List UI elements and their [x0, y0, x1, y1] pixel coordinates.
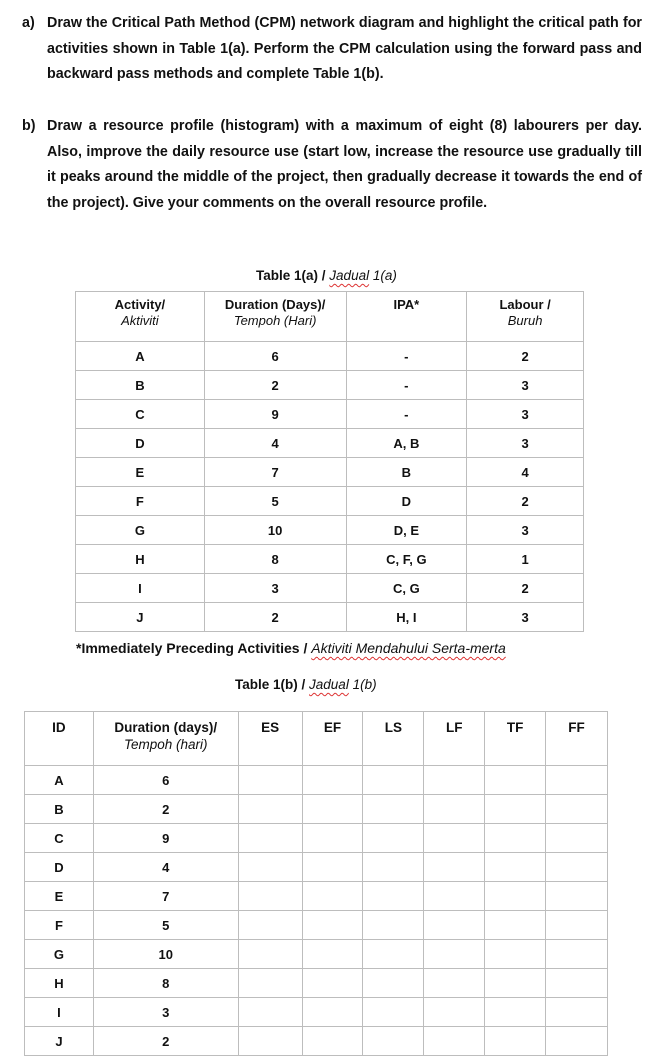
table-row: [25, 853, 608, 882]
question-a-text: Draw the Critical Path Method (CPM) network diagram and highlight the critical path for activities shown in Table 1(a). Perform the CPM calculation using the forward pass and backward pass methods and complete Table 1(b).: [47, 15, 642, 82]
cell-labour: 2: [467, 487, 584, 516]
cell-ls[interactable]: [363, 824, 424, 853]
cell-labour: 3: [467, 400, 584, 429]
cell-ff[interactable]: [546, 998, 608, 1027]
cell-activity: B: [76, 371, 205, 400]
cell-id: C: [25, 824, 94, 853]
cell-duration: 2: [93, 795, 238, 824]
table-1b: [24, 711, 608, 1056]
cell-ls[interactable]: [363, 853, 424, 882]
header-ff: FF: [546, 712, 608, 766]
cell-ef[interactable]: [302, 766, 363, 795]
question-b-text: Draw a resource profile (histogram) with a maximum of eight (8) labourers per day. Also, improve the daily resource use (start low, increase the resource use gradually till it peaks around the middle of the project, then gradually decrease it towards the end of the project). Give your comments on the overall resource profile.: [47, 118, 642, 211]
cell-activity: E: [76, 458, 205, 487]
cell-labour: 1: [467, 545, 584, 574]
cell-es[interactable]: [238, 1027, 302, 1056]
cell-lf[interactable]: [424, 824, 485, 853]
cell-duration: 7: [93, 882, 238, 911]
cell-es[interactable]: [238, 882, 302, 911]
cell-tf[interactable]: [485, 882, 546, 911]
cell-id: A: [25, 766, 94, 795]
cell-ef[interactable]: [302, 911, 363, 940]
cell-lf[interactable]: [424, 1027, 485, 1056]
cell-es[interactable]: [238, 824, 302, 853]
cell-duration: 10: [93, 940, 238, 969]
cell-es[interactable]: [238, 911, 302, 940]
cell-ls[interactable]: [363, 940, 424, 969]
cell-lf[interactable]: [424, 766, 485, 795]
cell-ipa: -: [346, 342, 467, 371]
cell-duration: 3: [93, 998, 238, 1027]
cell-ef[interactable]: [302, 795, 363, 824]
cell-duration: 2: [204, 603, 346, 632]
cell-id: E: [25, 882, 94, 911]
cell-activity: A: [76, 342, 205, 371]
cell-duration: 5: [204, 487, 346, 516]
cell-labour: 2: [467, 574, 584, 603]
header-duration: Duration (Days)/ Tempoh (Hari): [204, 292, 346, 342]
header-ipa: IPA*: [346, 292, 467, 342]
cell-activity: D: [76, 429, 205, 458]
table-row: [76, 516, 584, 545]
header-activity: Activity/ Aktiviti: [76, 292, 205, 342]
table-row: [25, 940, 608, 969]
cell-id: G: [25, 940, 94, 969]
cell-labour: 4: [467, 458, 584, 487]
header-tf: TF: [485, 712, 546, 766]
cell-id: H: [25, 969, 94, 998]
cell-duration: 8: [93, 969, 238, 998]
cell-duration: 8: [204, 545, 346, 574]
cell-duration: 2: [93, 1027, 238, 1056]
cell-duration: 9: [204, 400, 346, 429]
cell-labour: 3: [467, 603, 584, 632]
cell-duration: 2: [204, 371, 346, 400]
cell-tf[interactable]: [485, 824, 546, 853]
table-row: [25, 998, 608, 1027]
cell-duration: 10: [204, 516, 346, 545]
cell-ff[interactable]: [546, 853, 608, 882]
cell-duration: 6: [204, 342, 346, 371]
cell-es[interactable]: [238, 795, 302, 824]
question-b-label: b): [22, 118, 36, 134]
cell-activity: H: [76, 545, 205, 574]
cell-lf[interactable]: [424, 853, 485, 882]
cell-tf[interactable]: [485, 766, 546, 795]
cell-ef[interactable]: [302, 969, 363, 998]
header-ls: LS: [363, 712, 424, 766]
cell-es[interactable]: [238, 853, 302, 882]
cell-labour: 3: [467, 516, 584, 545]
cell-tf[interactable]: [485, 969, 546, 998]
header-labour: Labour / Buruh: [467, 292, 584, 342]
cell-es[interactable]: [238, 969, 302, 998]
cell-ff[interactable]: [546, 766, 608, 795]
cell-id: F: [25, 911, 94, 940]
cell-tf[interactable]: [485, 1027, 546, 1056]
cell-id: D: [25, 853, 94, 882]
cell-lf[interactable]: [424, 882, 485, 911]
cell-ipa: C, G: [346, 574, 467, 603]
cell-es[interactable]: [238, 998, 302, 1027]
cell-ef[interactable]: [302, 853, 363, 882]
question-a: [22, 11, 642, 88]
cell-ls[interactable]: [363, 795, 424, 824]
table-row: [25, 1027, 608, 1056]
cell-ls[interactable]: [363, 911, 424, 940]
cell-duration: 6: [93, 766, 238, 795]
cell-ipa: C, F, G: [346, 545, 467, 574]
table-row: [25, 911, 608, 940]
cell-lf[interactable]: [424, 969, 485, 998]
table-row: [25, 766, 608, 795]
cell-activity: C: [76, 400, 205, 429]
cell-ls[interactable]: [363, 1027, 424, 1056]
table-row: [25, 882, 608, 911]
cell-tf[interactable]: [485, 998, 546, 1027]
table-1a-body: [76, 342, 584, 632]
cell-tf[interactable]: [485, 940, 546, 969]
cell-ff[interactable]: [546, 911, 608, 940]
table-1b-caption: Table 1(b) / Jadual 1(b): [235, 677, 377, 692]
question-b: [22, 114, 642, 216]
cell-duration: 4: [204, 429, 346, 458]
table-row: [76, 429, 584, 458]
cell-tf[interactable]: [485, 795, 546, 824]
cell-ff[interactable]: [546, 824, 608, 853]
cell-duration: 4: [93, 853, 238, 882]
cell-labour: 2: [467, 342, 584, 371]
cell-labour: 3: [467, 429, 584, 458]
cell-activity: I: [76, 574, 205, 603]
table-row: [76, 458, 584, 487]
cell-ipa: H, I: [346, 603, 467, 632]
cell-es[interactable]: [238, 940, 302, 969]
cell-ls[interactable]: [363, 969, 424, 998]
cell-duration: 5: [93, 911, 238, 940]
cell-id: J: [25, 1027, 94, 1056]
cell-ls[interactable]: [363, 882, 424, 911]
table-row: [76, 371, 584, 400]
cell-activity: G: [76, 516, 205, 545]
cell-activity: F: [76, 487, 205, 516]
header-ef: EF: [302, 712, 363, 766]
table-row: [25, 824, 608, 853]
cell-lf[interactable]: [424, 940, 485, 969]
footnote: *Immediately Preceding Activities / Aktiviti Mendahului Serta-merta: [76, 640, 506, 656]
table-row: [76, 545, 584, 574]
cell-lf[interactable]: [424, 911, 485, 940]
header-es: ES: [238, 712, 302, 766]
table-row: [76, 487, 584, 516]
cell-ipa: -: [346, 371, 467, 400]
cell-ipa: A, B: [346, 429, 467, 458]
header-id: ID: [25, 712, 94, 766]
table-row: [76, 342, 584, 371]
cell-id: I: [25, 998, 94, 1027]
cell-lf[interactable]: [424, 795, 485, 824]
table-row: [25, 969, 608, 998]
table-row: [25, 795, 608, 824]
cell-duration: 9: [93, 824, 238, 853]
cell-ff[interactable]: [546, 795, 608, 824]
cell-tf[interactable]: [485, 911, 546, 940]
table-1a: [75, 291, 584, 632]
cell-ff[interactable]: [546, 882, 608, 911]
cell-ef[interactable]: [302, 882, 363, 911]
table-row: [76, 574, 584, 603]
cell-ef[interactable]: [302, 940, 363, 969]
cell-ipa: D: [346, 487, 467, 516]
cell-es[interactable]: [238, 766, 302, 795]
cell-lf[interactable]: [424, 998, 485, 1027]
question-a-label: a): [22, 15, 35, 31]
cell-ff[interactable]: [546, 1027, 608, 1056]
cell-ipa: D, E: [346, 516, 467, 545]
cell-ff[interactable]: [546, 940, 608, 969]
table-1a-header-row: [76, 292, 584, 342]
table-1b-header-row: [25, 712, 608, 766]
cell-duration: 7: [204, 458, 346, 487]
cell-activity: J: [76, 603, 205, 632]
table-1b-body: [25, 766, 608, 1056]
table-1a-caption: Table 1(a) / Jadual 1(a): [256, 268, 397, 283]
cell-ef[interactable]: [302, 824, 363, 853]
cell-ipa: B: [346, 458, 467, 487]
table-row: [76, 400, 584, 429]
cell-ef[interactable]: [302, 1027, 363, 1056]
cell-ls[interactable]: [363, 998, 424, 1027]
cell-ls[interactable]: [363, 766, 424, 795]
header-lf: LF: [424, 712, 485, 766]
cell-tf[interactable]: [485, 853, 546, 882]
table-row: [76, 603, 584, 632]
cell-id: B: [25, 795, 94, 824]
cell-duration: 3: [204, 574, 346, 603]
cell-ff[interactable]: [546, 969, 608, 998]
header-duration: Duration (days)/ Tempoh (hari): [93, 712, 238, 766]
cell-labour: 3: [467, 371, 584, 400]
cell-ef[interactable]: [302, 998, 363, 1027]
cell-ipa: -: [346, 400, 467, 429]
